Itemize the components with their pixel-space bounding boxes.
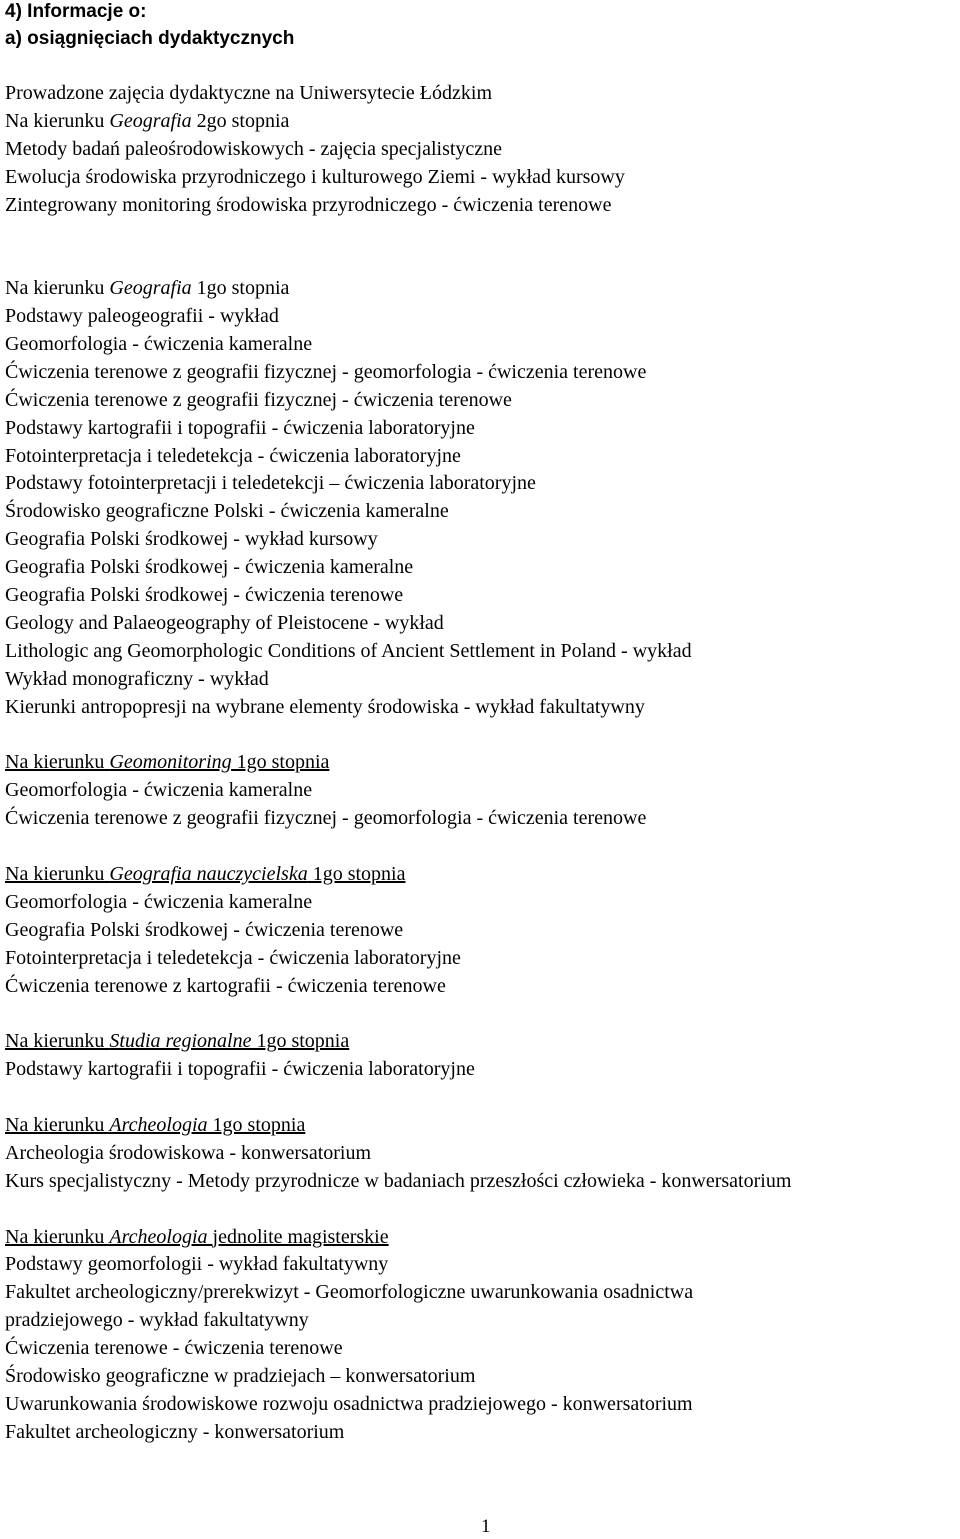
list-item: Podstawy fotointerpretacji i teledetekcji – ćwiczenia laboratoryjne: [5, 472, 536, 495]
section-field: Geografia: [109, 109, 192, 132]
list-item: Kierunki antropopresji na wybrane elementy środowiska - wykład fakultatywny: [5, 695, 645, 718]
list-item: Geomorfologia - ćwiczenia kameralne: [5, 779, 313, 802]
section-subtitle-heading: a) osiągnięciach dydaktycznych: [5, 28, 295, 49]
section-number-heading: 4) Informacje o:: [5, 1, 147, 22]
list-item: Geology and Palaeogeography of Pleistocene - wykład: [5, 611, 444, 634]
section-suffix: 1go stopnia: [207, 1113, 306, 1136]
section-prefix: Na kierunku: [5, 109, 110, 132]
list-item: Kurs specjalistyczny - Metody przyrodnicze w badaniach przeszłości człowieka - konwersatorium: [5, 1169, 792, 1192]
section-suffix: 1go stopnia: [191, 277, 290, 300]
section-spacer: [5, 1196, 957, 1224]
list-item: Środowisko geograficzne w pradziejach – konwersatorium: [5, 1364, 476, 1387]
list-item: Geomorfologia - ćwiczenia kameralne: [5, 890, 313, 913]
list-item: Podstawy geomorfologii - wykład fakultatywny: [5, 1253, 389, 1276]
list-item: Geografia Polski środkowej - ćwiczenia kameralne: [5, 556, 414, 579]
section-heading-geografia-nauczycielska: [5, 861, 957, 889]
section-field: Geomonitoring: [109, 751, 232, 774]
list-item: pradziejowego - wykład fakultatywny: [5, 1309, 309, 1332]
section-heading-geomonitoring: [5, 749, 957, 777]
section-prefix: Na kierunku: [5, 277, 110, 300]
list-item: Geomorfologia - ćwiczenia kameralne: [5, 333, 313, 356]
section-spacer: [5, 219, 957, 275]
list-item: Archeologia środowiskowa - konwersatorium: [5, 1141, 372, 1164]
list-item: Geografia Polski środkowej - ćwiczenia terenowe: [5, 584, 404, 607]
list-item: Geografia Polski środkowej - ćwiczenia terenowe: [5, 918, 404, 941]
list-item: Ćwiczenia terenowe z geografii fizycznej - ćwiczenia terenowe: [5, 388, 512, 411]
section-field: Archeologia: [109, 1113, 208, 1136]
intro-line: Prowadzone zajęcia dydaktyczne na Uniwersytecie Łódzkim: [5, 82, 493, 104]
section-suffix: jednolite magisterskie: [207, 1225, 389, 1248]
section-prefix: Na kierunku: [5, 751, 110, 774]
section-spacer: [5, 1000, 957, 1028]
list-item: Ćwiczenia terenowe z geografii fizycznej - geomorfologia - ćwiczenia terenowe: [5, 360, 647, 383]
section-spacer: [5, 722, 957, 750]
section-suffix: 2go stopnia: [191, 109, 290, 132]
list-item: Fotointerpretacja i teledetekcja - ćwiczenia laboratoryjne: [5, 946, 461, 969]
section-heading-geografia-1: [5, 275, 957, 303]
section-heading-studia-regionalne: [5, 1028, 957, 1056]
list-item: Metody badań paleośrodowiskowych - zajęcia specjalistyczne: [5, 137, 503, 160]
section-heading-geografia-2: [5, 108, 957, 136]
list-item: Fakultet archeologiczny - konwersatorium: [5, 1420, 345, 1443]
list-item: Ćwiczenia terenowe z geografii fizycznej - geomorfologia - ćwiczenia terenowe: [5, 807, 647, 830]
list-item: Fotointerpretacja i teledetekcja - ćwiczenia laboratoryjne: [5, 444, 461, 467]
list-item: Ewolucja środowiska przyrodniczego i kulturowego Ziemi - wykład kursowy: [5, 165, 625, 188]
list-item: Uwarunkowania środowiskowe rozwoju osadnictwa pradziejowego - konwersatorium: [5, 1392, 693, 1415]
list-item: Lithologic ang Geomorphologic Conditions of Ancient Settlement in Poland - wykład: [5, 639, 692, 662]
list-item: Środowisko geograficzne Polski - ćwiczenia kameralne: [5, 500, 449, 523]
list-item: Podstawy kartografii i topografii - ćwiczenia laboratoryjne: [5, 1058, 475, 1081]
list-item: Podstawy paleogeografii - wykład: [5, 305, 279, 328]
page-number: 1: [481, 1516, 491, 1537]
section-spacer: [5, 833, 957, 861]
list-item: Ćwiczenia terenowe - ćwiczenia terenowe: [5, 1337, 343, 1360]
section-suffix: 1go stopnia: [307, 862, 406, 885]
list-item: Podstawy kartografii i topografii - ćwiczenia laboratoryjne: [5, 416, 475, 439]
section-field: Geografia nauczycielska: [109, 862, 308, 885]
section-heading-archeologia-jm: [5, 1224, 957, 1252]
list-item: Ćwiczenia terenowe z kartografii - ćwiczenia terenowe: [5, 974, 446, 997]
list-item: Geografia Polski środkowej - wykład kursowy: [5, 528, 378, 551]
section-heading-archeologia-1: [5, 1112, 957, 1140]
section-suffix: 1go stopnia: [251, 1030, 350, 1053]
list-item: Fakultet archeologiczny/prerekwizyt - Geomorfologiczne uwarunkowania osadnictwa: [5, 1281, 694, 1304]
section-prefix: Na kierunku: [5, 862, 110, 885]
section-prefix: Na kierunku: [5, 1030, 110, 1053]
list-item: Zintegrowany monitoring środowiska przyrodniczego - ćwiczenia terenowe: [5, 193, 612, 216]
section-field: Archeologia: [109, 1225, 208, 1248]
section-field: Studia regionalne: [109, 1030, 252, 1053]
document-body: [5, 80, 957, 1447]
section-field: Geografia: [109, 277, 192, 300]
section-spacer: [5, 1084, 957, 1112]
section-prefix: Na kierunku: [5, 1113, 110, 1136]
list-item: Wykład monograficzny - wykład: [5, 667, 269, 690]
section-prefix: Na kierunku: [5, 1225, 110, 1248]
section-suffix: 1go stopnia: [231, 751, 330, 774]
